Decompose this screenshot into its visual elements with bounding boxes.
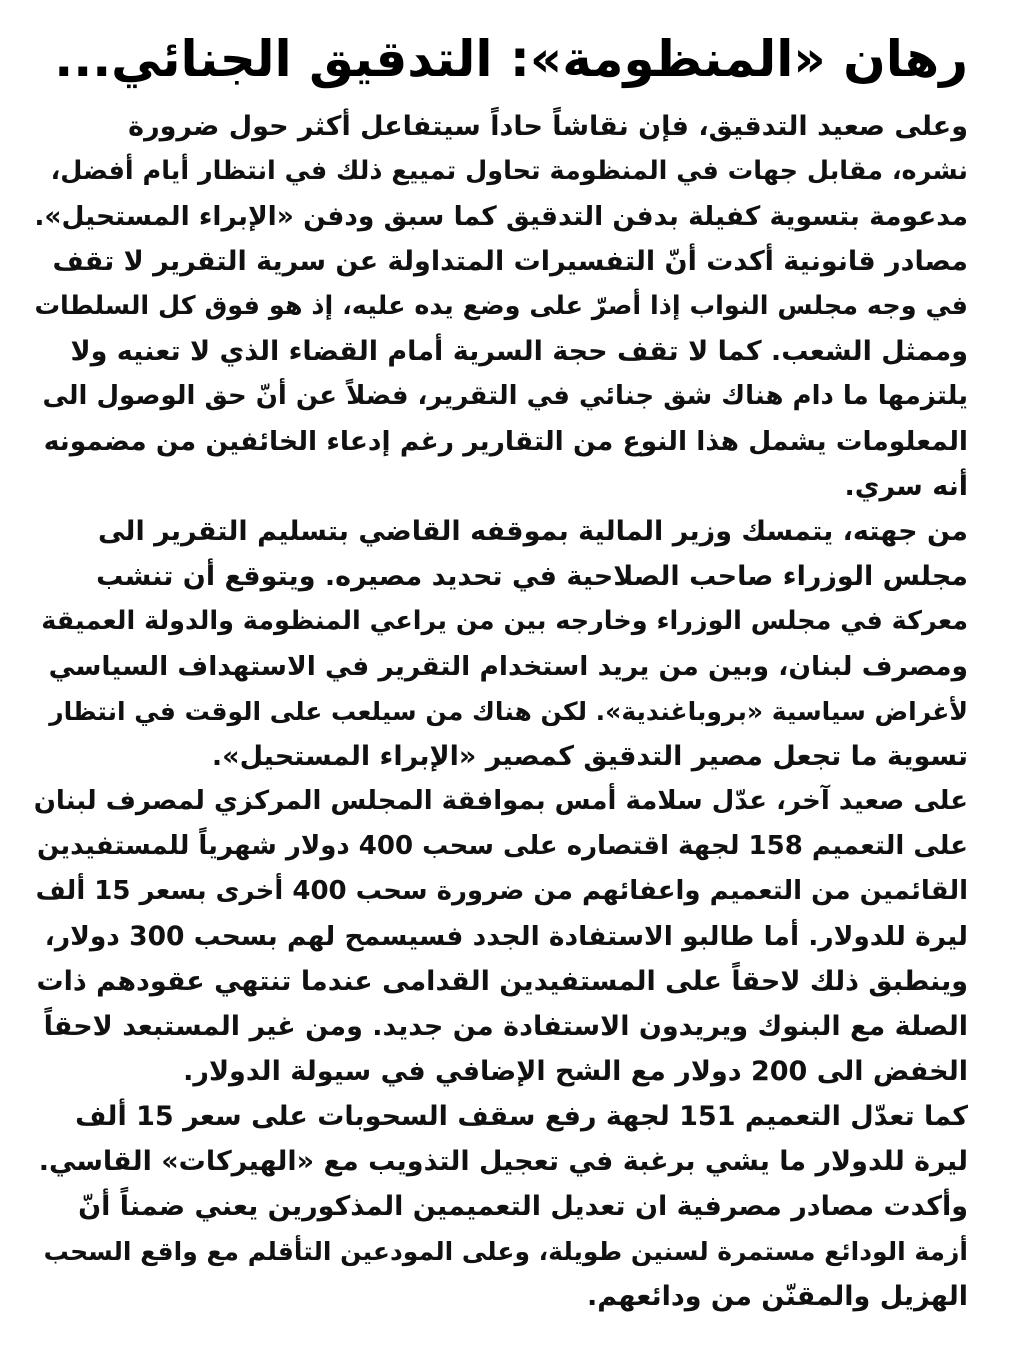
text-line: وأكدت مصادر مصرفية ان تعديل التعميمين المذكورين يعني ضمناً أنّ [78, 1191, 968, 1222]
text-line: مجلس الوزراء صاحب الصلاحية في تحديد مصيره. ويتوقع أن تنشب [96, 561, 968, 592]
text-line: لأغراض سياسية «بروباغندية». لكن هناك من سيلعب على الوقت في انتظار [49, 697, 968, 726]
article-paragraph [34, 779, 968, 1094]
text-line: على التعميم 158 لجهة اقتصاره على سحب 400 دولار شهرياً للمستفيدين [36, 831, 968, 861]
article-paragraph [34, 239, 968, 509]
text-line: كما تعدّل التعميم 151 لجهة رفع سقف السحوبات على سعر 15 ألف [75, 1101, 968, 1132]
article-paragraph [34, 1094, 968, 1319]
text-line: وينطبق ذلك لاحقاً على المستفيدين القدامى عندما تنتهي عقودهم ذات [36, 966, 968, 997]
text-line: ليرة للدولار ما يشي برغبة في تعجيل التذويب مع «الهيركات» القاسي. [38, 1146, 968, 1177]
text-line: ومصرف لبنان، وبين من يريد استخدام التقرير في الاستهداف السياسي [48, 651, 968, 682]
text-line: مدعومة بتسوية كفيلة بدفن التدقيق كما سبق ودفن «الإبراء المستحيل». [34, 201, 968, 232]
text-line: الخفض الى 200 دولار مع الشح الإضافي في سيولة الدولار. [183, 1056, 968, 1087]
text-line: من جهته، يتمسك وزير المالية بموقفه القاضي بتسليم التقرير الى [97, 516, 968, 547]
article-paragraph [34, 104, 968, 239]
text-line: وعلى صعيد التدقيق، فإن نقاشاً حاداً سيتفاعل أكثر حول ضرورة [128, 111, 968, 142]
text-line: ليرة للدولار. أما طالبو الاستفادة الجدد فسيسمح لهم بسحب 300 دولار، [44, 921, 968, 952]
text-line: نشره، مقابل جهات في المنظومة تحاول تمييع ذلك في انتظار أيام أفضل، [50, 156, 968, 186]
text-line: وممثل الشعب. كما لا تقف حجة السرية أمام القضاء الذي لا تعنيه ولا [70, 336, 968, 367]
article-body [34, 104, 968, 1319]
text-line: معركة في مجلس الوزراء وخارجه بين من يراعي المنظومة والدولة العميقة [41, 606, 968, 636]
text-line: القائمين من التعميم واعفائهم من ضرورة سحب 400 أخرى بسعر 15 ألف [35, 876, 968, 906]
text-line: يلتزمها ما دام هناك شق جنائي في التقرير، فضلاً عن أنّ حق الوصول الى [42, 381, 968, 411]
text-line: مصادر قانونية أكدت أنّ التفسيرات المتداولة عن سرية التقرير لا تقف [52, 246, 968, 277]
text-line: تسوية ما تجعل مصير التدقيق كمصير «الإبراء المستحيل». [211, 741, 968, 772]
text-line: في وجه مجلس النواب إذا أصرّ على وضع يده عليه، إذ هو فوق كل السلطات [34, 291, 968, 321]
text-line: الهزيل والمقنّن من ودائعهم. [586, 1281, 968, 1312]
text-line: أنه سري. [844, 471, 968, 502]
text-line: المعلومات يشمل هذا النوع من التقارير رغم إدعاء الخائفين من مضمونه [43, 426, 968, 457]
article-headline: رهان «المنظومة»: التدقيق الجنائي... [54, 30, 968, 88]
article-paragraph [34, 509, 968, 779]
article [34, 28, 968, 1319]
text-line: على صعيد آخر، عدّل سلامة أمس بموافقة المجلس المركزي لمصرف لبنان [33, 786, 968, 816]
text-line: أزمة الودائع مستمرة لسنين طويلة، وعلى المودعين التأقلم مع واقع السحب [43, 1237, 968, 1266]
text-line: الصلة مع البنوك ويريدون الاستفادة من جديد. ومن غير المستبعد لاحقاً [43, 1011, 968, 1042]
